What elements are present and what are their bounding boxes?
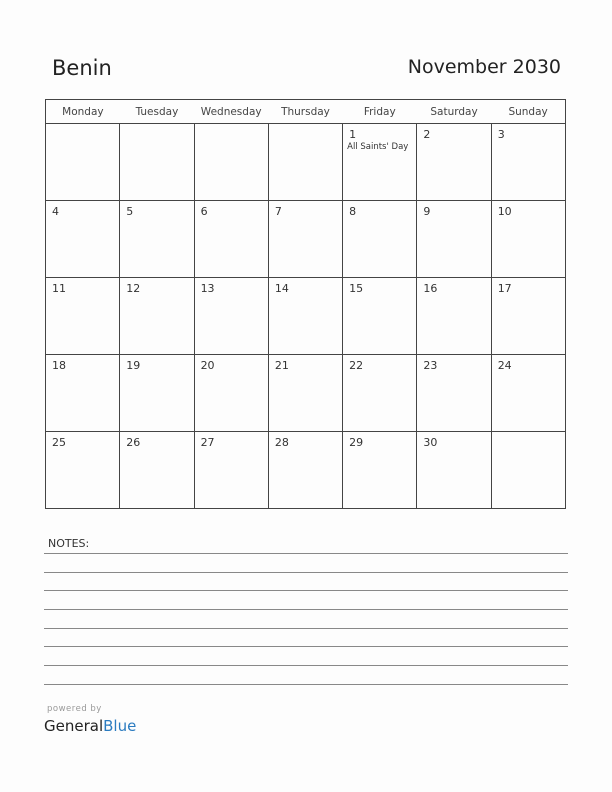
day-cell	[268, 201, 342, 278]
day-number: 18	[52, 359, 66, 372]
week-row	[46, 201, 566, 278]
day-cell	[343, 432, 417, 509]
calendar-grid	[45, 99, 566, 509]
weekday-header: Saturday	[417, 100, 491, 124]
day-number: 3	[497, 128, 505, 141]
day-cell	[343, 355, 417, 432]
weekday-header: Tuesday	[120, 100, 194, 124]
day-number: 16	[423, 282, 438, 295]
day-cell	[268, 278, 342, 355]
week-row	[46, 432, 566, 509]
day-cell	[46, 432, 120, 509]
day-cell	[46, 278, 120, 355]
day-cell	[120, 355, 194, 432]
day-number: 7	[274, 205, 282, 218]
holiday-label: All Saints' Day	[347, 142, 409, 152]
day-cell	[268, 355, 342, 432]
note-line	[44, 553, 568, 554]
day-number: 2	[423, 128, 431, 141]
powered-by-text: powered by	[47, 704, 102, 714]
day-number: 20	[200, 359, 215, 372]
note-line	[44, 646, 568, 647]
day-number: 19	[126, 359, 141, 372]
day-cell	[194, 432, 268, 509]
day-cell	[194, 278, 268, 355]
weekday-header: Wednesday	[194, 100, 268, 124]
day-cell	[194, 201, 268, 278]
day-number: 14	[274, 282, 289, 295]
day-number: 21	[274, 359, 289, 372]
day-cell	[120, 432, 194, 509]
day-number: 25	[52, 436, 66, 449]
day-number: 15	[349, 282, 364, 295]
weekday-header: Friday	[343, 100, 417, 124]
day-cell	[120, 201, 194, 278]
note-line	[44, 665, 568, 666]
day-number: 30	[423, 436, 438, 449]
day-cell	[491, 124, 565, 201]
day-number: 6	[200, 205, 208, 218]
month-title: November 2030	[407, 56, 561, 78]
weekday-header: Thursday	[268, 100, 342, 124]
day-cell	[268, 124, 342, 201]
brand-general: General	[44, 717, 104, 735]
day-number: 23	[423, 359, 438, 372]
day-cell	[343, 201, 417, 278]
day-number: 5	[126, 205, 134, 218]
brand-blue: Blue	[103, 717, 137, 735]
note-line	[44, 684, 568, 685]
note-line	[44, 590, 568, 591]
day-cell	[343, 278, 417, 355]
day-cell	[417, 432, 491, 509]
note-line	[44, 609, 568, 610]
day-number: 17	[497, 282, 512, 295]
day-number: 9	[423, 205, 431, 218]
day-cell	[417, 355, 491, 432]
weekday-header-row	[46, 100, 566, 124]
day-cell	[194, 355, 268, 432]
country-title: Benin	[52, 56, 112, 80]
day-cell	[343, 124, 417, 201]
weekday-header: Sunday	[491, 100, 565, 124]
week-row	[46, 355, 566, 432]
day-number: 27	[200, 436, 215, 449]
day-number: 12	[126, 282, 141, 295]
day-cell	[46, 124, 120, 201]
day-cell	[194, 124, 268, 201]
weekday-header: Monday	[46, 100, 120, 124]
day-cell	[417, 124, 491, 201]
day-cell	[417, 201, 491, 278]
day-number: 4	[52, 205, 59, 218]
day-cell	[491, 201, 565, 278]
day-cell	[46, 201, 120, 278]
day-cell	[491, 432, 565, 509]
day-cell	[491, 278, 565, 355]
day-number: 22	[349, 359, 364, 372]
day-number: 26	[126, 436, 141, 449]
day-cell	[417, 278, 491, 355]
day-number: 10	[497, 205, 512, 218]
day-cell	[120, 278, 194, 355]
week-row	[46, 124, 566, 201]
day-cell	[46, 355, 120, 432]
day-cell	[268, 432, 342, 509]
day-number: 11	[52, 282, 66, 295]
note-line	[44, 572, 568, 573]
day-number: 13	[200, 282, 215, 295]
day-cell	[120, 124, 194, 201]
day-number: 28	[274, 436, 289, 449]
day-number: 1	[349, 128, 357, 141]
day-number: 24	[497, 359, 512, 372]
day-number: 29	[349, 436, 364, 449]
day-cell	[491, 355, 565, 432]
week-row	[46, 278, 566, 355]
brand-logo	[44, 717, 136, 735]
notes-label: NOTES:	[48, 537, 90, 550]
day-number: 8	[349, 205, 357, 218]
note-line	[44, 628, 568, 629]
